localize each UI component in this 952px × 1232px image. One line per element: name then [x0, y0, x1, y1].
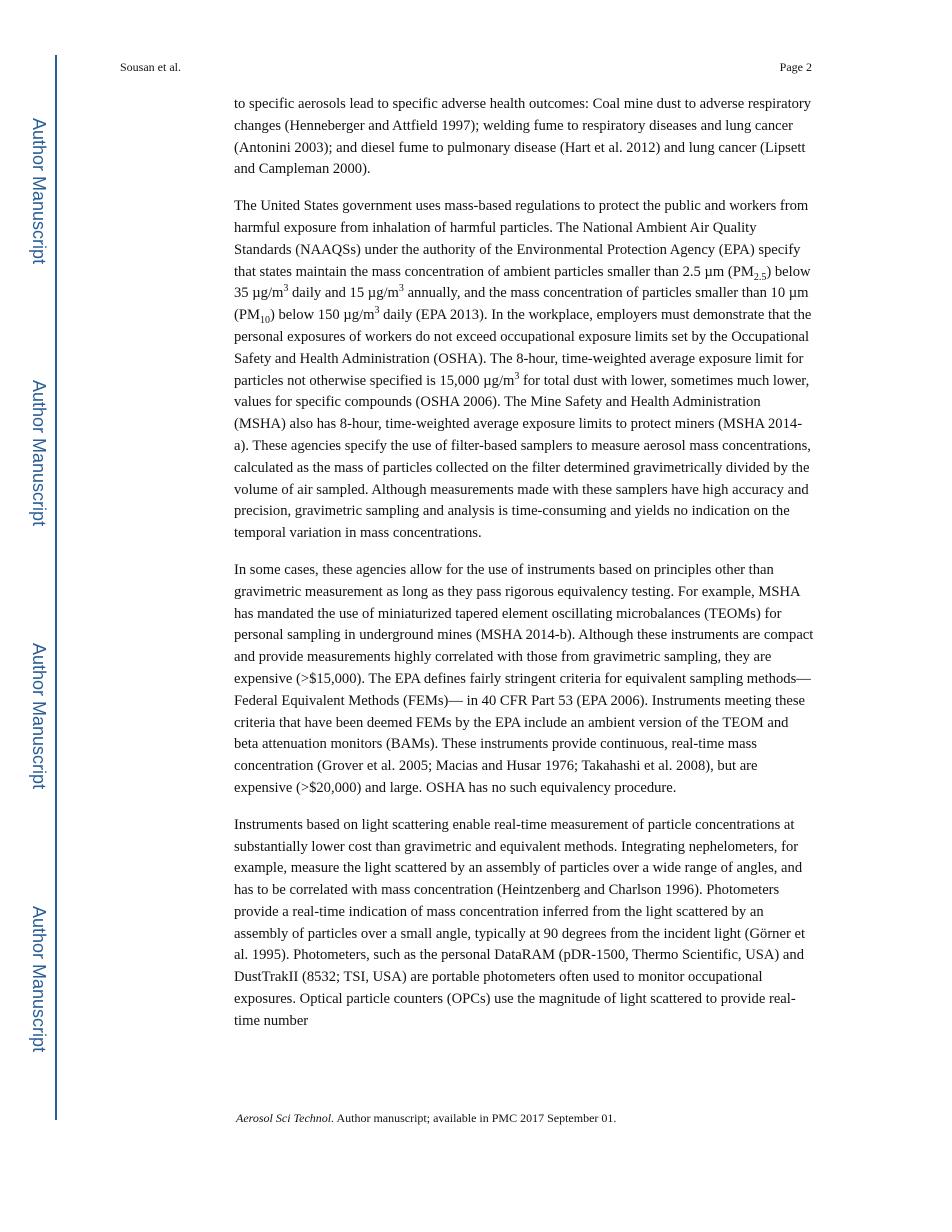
sidebar-divider	[55, 55, 57, 1120]
running-head-authors: Sousan et al.	[120, 60, 181, 74]
paragraph: The United States government uses mass-based regulations to protect the public and workers from harmful exposure from inhalation of harmful particles. The National Ambient Air Quality Standards (NAAQSs) under the authority of the Environmental Protection Agency (EPA) specify that states maintain the mass concentration of ambient particles smaller than 2.5 µm $(PM_{2.5})$ below 35 $\mu g/m^3$ daily and 15 $\mu g/m^3$ annually, and the mass concentration of particles smaller than 10 µm $(PM_{10})$ below 150 $\mu g/m^3$ daily (EPA 2013). In the workplace, employers must demonstrate that the personal exposures of workers do not exceed occupational exposure limits set by the Occupational Safety and Health Administration (OSHA). The 8-hour, time-weighted average exposure limit for particles not otherwise specified is 15,000 $\mu g/m^3$ for total dust with lower, sometimes much lower, values for specific compounds (OSHA 2006). The Mine Safety and Health Administration (MSHA) also has 8-hour, time-weighted average exposure limits to protect miners (MSHA 2014-a). These agencies specify the use of filter-based samplers to measure aerosol mass concentrations, calculated as the mass of particles collected on the filter determined gravimetrically divided by the volume of air sampled. Although measurements made with these samplers have high accuracy and precision, gravimetric sampling and analysis is time-consuming and yields no indication on the temporal variation in mass concentrations.	[234, 198, 812, 542]
author-manuscript-label: Author Manuscript	[29, 380, 49, 527]
footer-citation	[236, 1111, 616, 1126]
page-number: Page 2	[779, 60, 812, 74]
body-text	[234, 94, 816, 1048]
author-manuscript-label: Author Manuscript	[29, 906, 49, 1053]
paragraph: to specific aerosols lead to specific adverse health outcomes: Coal mine dust to adverse respiratory changes (Henneberger and Attfield 1997); welding fume to respiratory diseases and lung cancer (Antonini 2003); and diesel fume to pulmonary disease (Hart et al. 2012) and lung cancer (Lipsett and Campleman 2000).	[234, 96, 812, 178]
paragraph: Instruments based on light scattering enable real-time measurement of particle concentrations at substantially lower cost than gravimetric and equivalent methods. Integrating nephelometers, for example, measure the light scattered by an assembly of particles over a wide range of angles, and has to be correlated with mass concentration (Heintzenberg and Charlson 1996). Photometers provide a real-time indication of mass concentration inferred from the light scattered by an assembly of particles over a small angle, typically at 90 degrees from the incident light (Görner et al. 1995). Photometers, such as the personal DataRAM (pDR-1500, Thermo Scientific, USA) and DustTrakII (8532; TSI, USA) are portable photometers often used to monitor occupational exposures. Optical particle counters (OPCs) use the magnitude of light scattered to provide real-time number	[234, 816, 805, 1029]
journal-name: Aerosol Sci Technol.	[236, 1111, 335, 1125]
paragraph: In some cases, these agencies allow for the use of instruments based on principles other than gravimetric measurement as long as they pass rigorous equivalency testing. For example, MSHA has mandated the use of miniaturized tapered element oscillating microbalances (TEOMs) for personal sampling in underground mines (MSHA 2014-b). Although these instruments are compact and provide measurements highly correlated with those from gravimetric sampling, they are expensive (>$15,000). The EPA defines fairly stringent criteria for equivalent sampling methods—Federal Equivalent Methods (FEMs)— in 40 CFR Part 53 (EPA 2006). Instruments meeting these criteria that have been deemed FEMs by the EPA include an ambient version of the TEOM and beta attenuation monitors (BAMs). These instruments provide continuous, real-time mass concentration (Grover et al. 2005; Macias and Husar 1976; Takahashi et al. 2008), but are expensive (>$20,000) and large. OSHA has no such equivalency procedure.	[234, 561, 814, 796]
author-manuscript-label: Author Manuscript	[29, 118, 49, 265]
footer-note: Author manuscript; available in PMC 2017 September 01.	[334, 1111, 617, 1125]
author-manuscript-label: Author Manuscript	[29, 643, 49, 790]
